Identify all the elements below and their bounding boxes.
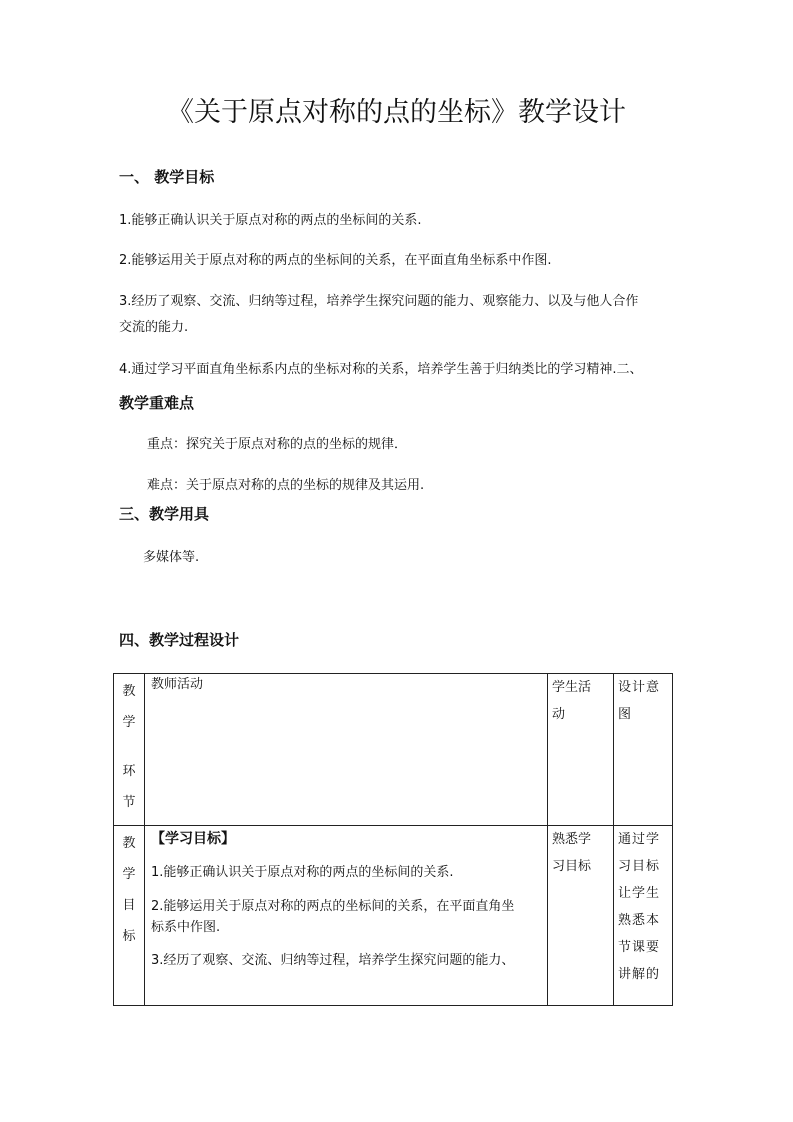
section3-heading: 三、教学用具 [119, 505, 210, 523]
table-header-row [114, 674, 673, 826]
section1-heading: 一、 教学目标 [119, 168, 215, 186]
objective-3: 3.经历了观察、交流、归纳等过程，培养学生探究问题的能力、观察能力、以及与他人合作 [119, 294, 639, 309]
header-stage: 教 学 环 节 [114, 674, 145, 826]
table-row-objectives [114, 826, 673, 1006]
teaching-tools: 多媒体等. [143, 550, 200, 565]
difficulty-point: 难点：关于原点对称的点的坐标的规律及其运用. [147, 478, 425, 493]
header-design: 设计意 图 [614, 674, 673, 826]
header-teacher: 教师活动 [145, 674, 548, 826]
section4-heading: 四、教学过程设计 [119, 631, 240, 649]
objective-2: 2.能够运用关于原点对称的两点的坐标间的关系，在平面直角坐标系中作图. [119, 253, 552, 268]
header-student: 学生活 动 [548, 674, 614, 826]
row1-stage: 教 学 目 标 [114, 826, 145, 1006]
key-point: 重点：探究关于原点对称的点的坐标的规律． [147, 437, 408, 452]
row1-student: 熟悉学 习目标 [548, 826, 614, 1006]
document-title: 《关于原点对称的点的坐标》教学设计 [167, 97, 626, 128]
objective-3-cont: 交流的能力. [119, 320, 189, 335]
objective-4: 4.通过学习平面直角坐标系内点的坐标对称的关系，培养学生善于归纳类比的学习精神.二、 [119, 362, 643, 377]
section2-heading: 教学重难点 [119, 394, 195, 412]
process-table [113, 673, 673, 1006]
row1-teacher: 【学习目标】 1.能够正确认识关于原点对称的两点的坐标间的关系. 2.能够运用关于原点对称的两点的坐标间的关系，在平面直角坐 标系中作图. 3.经历了观察、交流、归纳等过程，培养学生探究问题的能力、 [145, 826, 548, 1006]
row1-design: 通过学 习目标 让学生 熟悉本 节课要 讲解的 [614, 826, 673, 1006]
objective-1: 1.能够正确认识关于原点对称的两点的坐标间的关系. [119, 213, 422, 228]
